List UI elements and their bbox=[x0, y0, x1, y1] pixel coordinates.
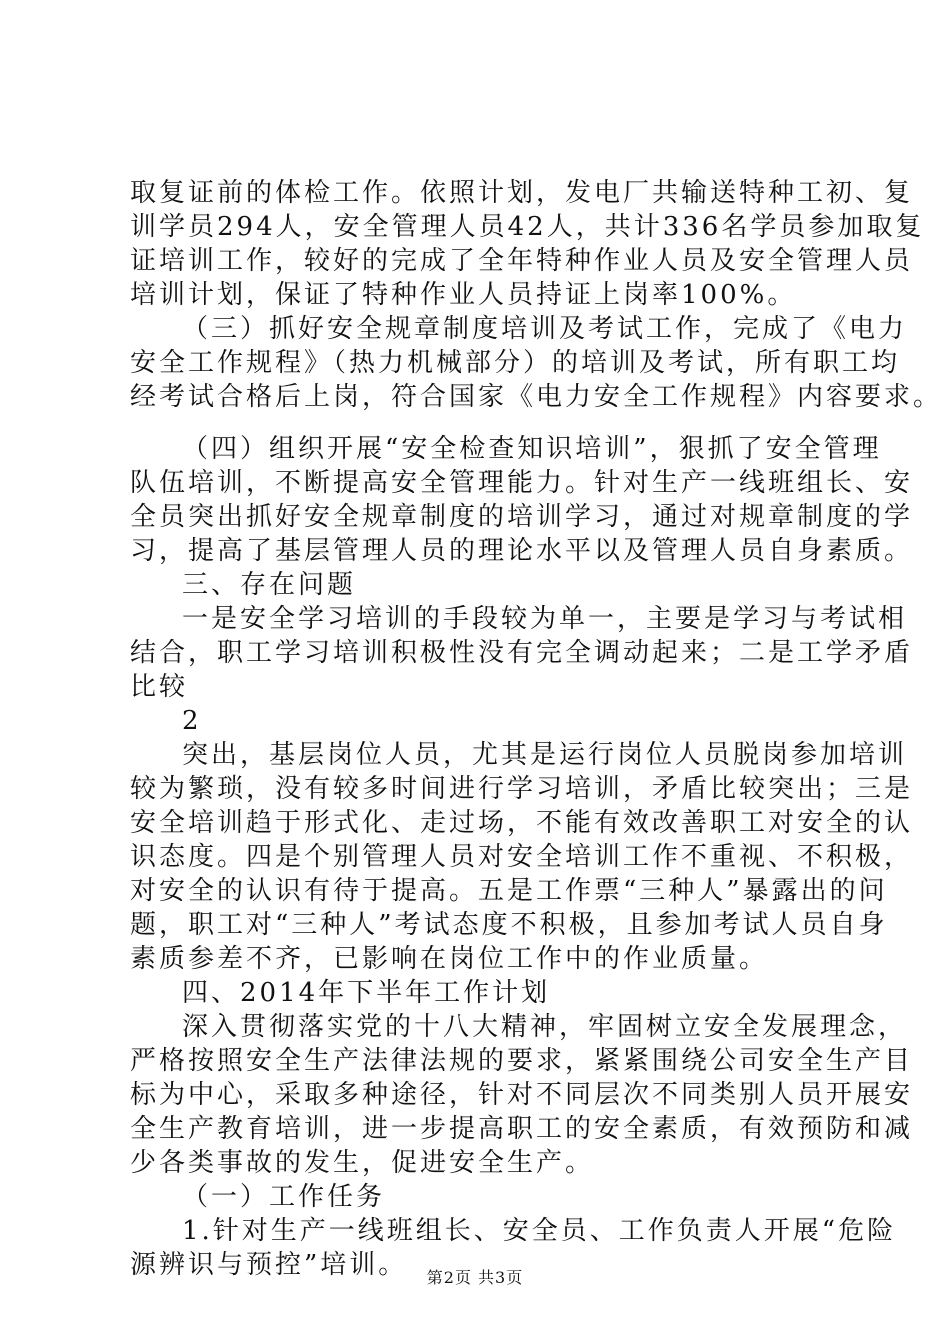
body-line: 证培训工作，较好的完成了全年特种作业人员及安全管理人员 bbox=[130, 246, 914, 276]
body-line: 严格按照安全生产法律法规的要求，紧紧围绕公司安全生产目 bbox=[130, 1046, 914, 1076]
body-line: 对安全的认识有待于提高。五是工作票“三种人”暴露出的问 bbox=[130, 876, 888, 906]
body-line: 题，职工对“三种人”考试态度不积极，且参加考试人员自身 bbox=[130, 910, 888, 940]
body-line: 较为繁琐，没有较多时间进行学习培训，矛盾比较突出；三是 bbox=[130, 774, 914, 804]
body-line: 安全工作规程》（热力机械部分）的培训及考试，所有职工均 bbox=[130, 348, 901, 378]
body-line: 识态度。四是个别管理人员对安全培训工作不重视、不积极， bbox=[130, 842, 914, 872]
page-footer: 第2页 共3页 bbox=[426, 1268, 524, 1287]
body-line: 比较 bbox=[130, 672, 189, 702]
body-line: （四）组织开展“安全检查知识培训”，狠抓了安全管理 bbox=[182, 434, 882, 464]
body-line: 标为中心，采取多种途径，针对不同层次不同类别人员开展安 bbox=[130, 1080, 914, 1110]
body-line: 突出，基层岗位人员，尤其是运行岗位人员脱岗参加培训 bbox=[182, 740, 908, 770]
body-line: 安全培训趋于形式化、走过场，不能有效改善职工对安全的认 bbox=[130, 808, 914, 838]
body-line: 队伍培训，不断提高安全管理能力。针对生产一线班组长、安 bbox=[130, 468, 914, 498]
body-line: 素质参差不齐，已影响在岗位工作中的作业质量。 bbox=[130, 944, 769, 974]
body-line: 培训计划，保证了特种作业人员持证上岗率100%。 bbox=[130, 280, 797, 310]
body-line: （三）抓好安全规章制度培训及考试工作，完成了《电力 bbox=[182, 314, 908, 344]
body-line: 1.针对生产一线班组长、安全员、工作负责人开展“危险 bbox=[182, 1216, 897, 1246]
body-line: 深入贯彻落实党的十八大精神，牢固树立安全发展理念， bbox=[182, 1012, 908, 1042]
body-line: 少各类事故的发生，促进安全生产。 bbox=[130, 1148, 595, 1178]
subsection-heading: （一）工作任务 bbox=[182, 1182, 386, 1212]
body-line: 全员突出抓好安全规章制度的培训学习，通过对规章制度的学 bbox=[130, 502, 914, 532]
body-line: 习，提高了基层管理人员的理论水平以及管理人员自身素质。 bbox=[130, 536, 914, 566]
body-line: 一是安全学习培训的手段较为单一，主要是学习与考试相 bbox=[182, 604, 908, 634]
section-heading: 三、存在问题 bbox=[182, 570, 357, 600]
page-number-inline: 2 bbox=[182, 706, 202, 736]
body-line: 源辨识与预控”培训。 bbox=[130, 1250, 408, 1280]
section-heading: 四、2014年下半年工作计划 bbox=[182, 978, 551, 1008]
body-line: 经考试合格后上岗，符合国家《电力安全工作规程》内容要求。 bbox=[130, 382, 943, 412]
body-line: 训学员294人，安全管理人员42人，共计336名学员参加取复 bbox=[130, 212, 925, 242]
body-line: 全生产教育培训，进一步提高职工的安全素质，有效预防和减 bbox=[130, 1114, 914, 1144]
body-line: 取复证前的体检工作。依照计划，发电厂共输送特种工初、复 bbox=[130, 178, 914, 208]
body-line: 结合，职工学习培训积极性没有完全调动起来；二是工学矛盾 bbox=[130, 638, 914, 668]
